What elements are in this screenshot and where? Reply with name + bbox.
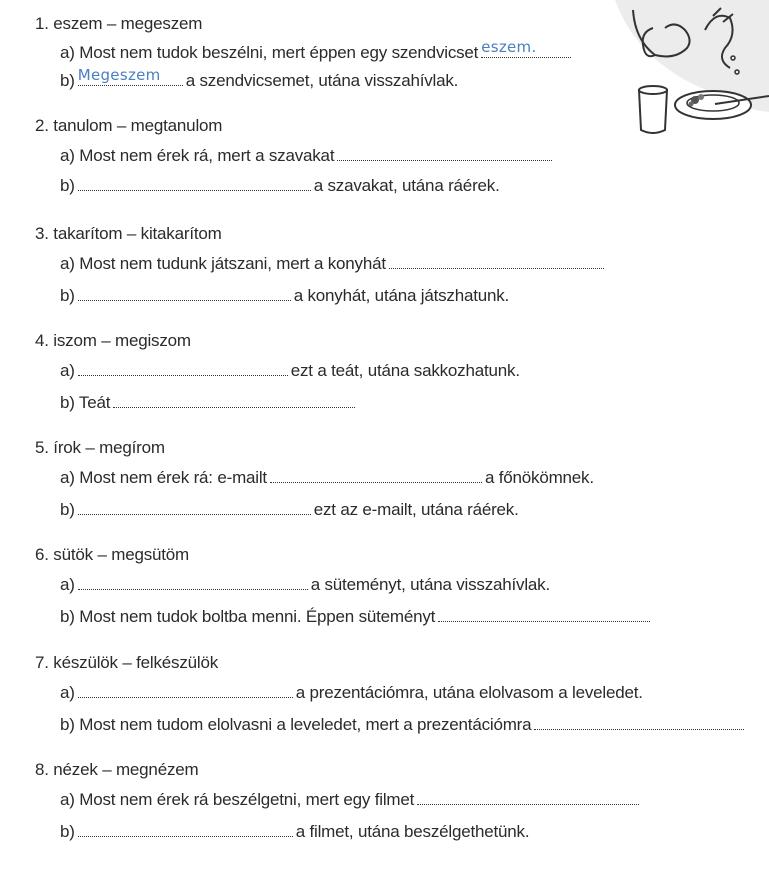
handwritten-answer: Megeszem	[77, 66, 161, 84]
exercise-line-a	[60, 790, 642, 810]
line-text: a)	[60, 683, 75, 702]
line-text: a)	[60, 575, 75, 594]
line-text: a szendvicsemet, utána visszahívlak.	[185, 71, 459, 90]
exercise-title: 5. írok – megírom	[35, 438, 165, 457]
dining-illustration	[605, 0, 769, 150]
answer-blank[interactable]	[417, 790, 639, 805]
line-text: b)	[60, 176, 75, 195]
line-text: a filmet, utána beszélgethetünk.	[295, 822, 530, 841]
exercise-title: 3. takarítom – kitakarítom	[35, 224, 222, 243]
answer-blank[interactable]	[389, 254, 604, 269]
line-text: b) Most nem tudom elolvasni a leveledet, mert a prezentációmra	[60, 715, 532, 734]
exercise-title: 4. iszom – megiszom	[35, 331, 191, 350]
line-text: b)	[60, 822, 75, 841]
line-text: b)	[60, 500, 75, 519]
exercise-line-a	[60, 575, 550, 595]
line-text: a) Most nem érek rá: e-mailt	[60, 468, 267, 487]
exercise-line-b	[60, 393, 358, 413]
answer-blank[interactable]	[337, 146, 552, 161]
exercise-title: 1. eszem – megeszem	[35, 14, 203, 33]
exercise-line-a	[60, 38, 574, 63]
line-text: a szavakat, utána ráérek.	[313, 176, 500, 195]
answer-blank[interactable]	[78, 822, 293, 837]
line-text: b)	[60, 286, 75, 305]
line-text: a) Most nem tudok beszélni, mert éppen egy szendvicset	[60, 43, 479, 62]
answer-blank[interactable]	[481, 38, 571, 58]
line-text: a konyhát, utána játszhatunk.	[293, 286, 510, 305]
line-text: a főnökömnek.	[484, 468, 594, 487]
line-text: a) Most nem érek rá beszélgetni, mert egy filmet	[60, 790, 415, 809]
line-text: a) Most nem tudunk játszani, mert a konyhát	[60, 254, 386, 273]
exercise-title: 7. készülök – felkészülök	[35, 653, 219, 672]
line-text: a) Most nem érek rá, mert a szavakat	[60, 146, 335, 165]
answer-blank[interactable]	[78, 286, 291, 301]
handwritten-answer: eszem.	[481, 38, 537, 56]
line-text: a)	[60, 361, 75, 380]
exercise-line-a	[60, 468, 594, 488]
answer-blank[interactable]	[78, 500, 311, 515]
answer-blank[interactable]	[78, 575, 308, 590]
answer-blank[interactable]	[534, 715, 744, 730]
line-text: b) Most nem tudok boltba menni. Éppen süteményt	[60, 607, 436, 626]
answer-blank[interactable]	[438, 607, 650, 622]
answer-blank[interactable]	[78, 361, 288, 376]
exercise-line-b	[60, 286, 509, 306]
exercise-line-a	[60, 683, 643, 703]
line-text: ezt a teát, utána sakkozhatunk.	[290, 361, 520, 380]
exercise-title: 6. sütök – megsütöm	[35, 545, 189, 564]
answer-blank[interactable]	[270, 468, 482, 483]
answer-blank[interactable]	[113, 393, 355, 408]
exercise-line-b	[60, 500, 519, 520]
exercise-line-b	[60, 176, 500, 196]
answer-blank[interactable]	[78, 176, 311, 191]
line-text: b) Teát	[60, 393, 111, 412]
exercise-line-b	[60, 607, 653, 627]
line-text: b)	[60, 71, 75, 90]
exercise-line-b	[60, 715, 747, 735]
answer-blank[interactable]	[77, 66, 183, 86]
line-text: a süteményt, utána visszahívlak.	[310, 575, 550, 594]
line-text: a prezentációmra, utána elolvasom a leveledet.	[295, 683, 643, 702]
exercise-line-a	[60, 361, 520, 381]
exercise-line-a	[60, 254, 607, 274]
exercise-line-b	[60, 66, 459, 91]
answer-blank[interactable]	[78, 683, 293, 698]
exercise-line-b	[60, 822, 529, 842]
line-text: ezt az e-mailt, utána ráérek.	[313, 500, 519, 519]
exercise-line-a	[60, 146, 555, 166]
exercise-title: 8. nézek – megnézem	[35, 760, 199, 779]
exercise-title: 2. tanulom – megtanulom	[35, 116, 223, 135]
